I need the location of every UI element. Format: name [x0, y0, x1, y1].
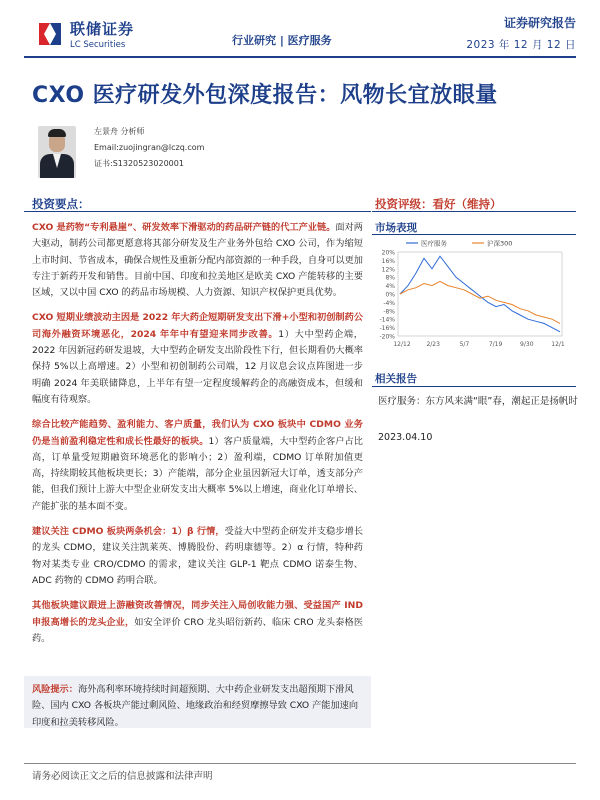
- analyst-cert: 证书:S1320523020001: [94, 159, 184, 168]
- footer-divider: [24, 763, 576, 764]
- logo-mark-icon: [36, 21, 64, 47]
- legend-label: 沪深300: [487, 239, 513, 248]
- related-report-date: 2023.04.10: [378, 432, 433, 443]
- x-tick-label: 9/30: [520, 341, 534, 348]
- market-divider: [372, 234, 576, 235]
- report-title: CXO 医疗研发外包深度报告：风物长宜放眼量: [32, 83, 498, 108]
- x-tick-label: 12/12: [393, 341, 411, 348]
- report-category: 行业研究 | 医疗服务: [232, 34, 332, 47]
- related-divider: [372, 386, 576, 387]
- y-tick-label: 20%: [381, 249, 395, 257]
- related-heading: 相关报告: [375, 373, 417, 385]
- risk-label: 风险提示：: [32, 684, 78, 695]
- y-tick-label: -16%: [379, 325, 395, 333]
- analyst-photo: [38, 126, 76, 178]
- rating-block: [375, 196, 502, 212]
- summary-paragraph: 其他板块建议跟进上游融资改善情况，同步关注入局创收能力强、受益国产 IND 申报高增长的龙头企业，如安全评价 CRO 龙头昭衍新药、临床 CRO 龙头泰格医药。: [32, 600, 364, 644]
- x-tick-label: 2/23: [426, 341, 440, 348]
- y-tick-label: -14%: [379, 316, 395, 324]
- rating-label: 投资评级：: [375, 197, 433, 211]
- analyst-email[interactable]: Email:zuojingran@lczq.com: [94, 143, 205, 152]
- market-chart: [372, 236, 568, 352]
- y-tick-label: 16%: [381, 257, 395, 265]
- y-tick-label: -4%: [383, 299, 395, 307]
- risk-text: 海外高利率环境持续时间超预期、大中药企业研发支出超预期下滑风险、国内 CXO 各板块产能过剩风险、地缘政治和经贸摩擦导致 CXO 产能加速向印度和拉美转移风险。: [32, 684, 359, 728]
- series-line-sector: [400, 256, 560, 332]
- series-line-index: [400, 281, 560, 323]
- x-tick-label: 12/1: [551, 341, 565, 348]
- summary-paragraph: 综合比较产能趋势、盈利能力、客户质量，我们认为 CXO 板块中 CDMO 业务仍是当前盈利稳定性和成长性最好的板块。1）客户质量端，大中型药企客户占比高，订单量受短期融资环境恶化的影响小；2）盈利端，CDMO 订单附加值更高，持续期较其他板块更长；3）产能端，部分企业虽因新冠大订单，透支部分产能，但我们预计上游大中型企业研发支出大概率 5%以上增速，商业化订单增长、产能扩张的基本面不变。: [32, 419, 363, 512]
- rating-value: 看好（维持）: [432, 197, 502, 211]
- summary-divider: [24, 211, 371, 212]
- footer-disclaimer: 请务必阅读正文之后的信息披露和法律声明: [32, 771, 213, 782]
- legend-label: 医疗服务: [421, 239, 447, 248]
- y-tick-label: 8%: [385, 274, 395, 282]
- summary-heading: 投资要点：: [32, 197, 90, 211]
- x-tick-label: 5/7: [459, 341, 470, 348]
- report-date: 2023 年 12 月 12 日: [466, 39, 576, 51]
- page-header: [0, 0, 600, 62]
- analyst-block: [38, 124, 338, 182]
- market-heading: 市场表现: [375, 222, 417, 234]
- y-tick-label: 12%: [381, 266, 395, 274]
- market-chart-svg: [372, 236, 568, 352]
- analyst-name: 左景舟 分析师: [94, 127, 145, 136]
- report-type: 证券研究报告: [503, 16, 576, 30]
- y-tick-label: 0%: [385, 291, 395, 299]
- summary-paragraph: 建议关注 CDMO 板块两条机会：1）β 行情，受益大中型药企研发并支稳步增长的龙头 CDMO，建议关注凯莱英、博腾股份、药明康德等。2）α 行情，特种药物对某类专业 CRO/CDMO 的需求，建议关注 GLP-1 靶点 CDMO 诺泰生物、ADC 药物的 CDMO 药明合联。: [32, 526, 364, 586]
- summary-body: [32, 220, 363, 656]
- y-tick-label: 4%: [385, 283, 395, 291]
- x-tick-label: 7/19: [488, 341, 503, 348]
- chart-plot-frame: [398, 252, 562, 336]
- risk-warning: [24, 676, 371, 728]
- summary-paragraph: CXO 短期业绩波动主因是 2022 年大药企短期研发支出下滑+小型和初创制药公司海外融资环境恶化，2024 年年中有望迎来同步改善。1）大中型药企端，2022 年因新冠药研发退坡，大中型药企研发支出阶段性下行，但长期看仍大概率保持 5%以上高增速。2）小型和初创制药公司端，12 月议息会议点阵图进一步明确 2024 年美联储降息，上半年有望一定程度缓解药企的高融资成本，但缓和幅度有待观察。: [32, 312, 363, 405]
- related-report[interactable]: 医疗服务：东方风来满“眼”春，潮起正是扬帆时: [378, 396, 578, 407]
- header-divider: [24, 56, 576, 58]
- logo-text-cn: 联储证券: [70, 20, 135, 38]
- rating-divider: [372, 211, 576, 212]
- y-tick-label: -20%: [379, 333, 395, 341]
- summary-paragraph: CXO 是药物“专利悬崖”、研发效率下滑驱动的药品研产链的代工产业链。面对两大驱动，制药公司都更愿意将其部分研发及生产业务外包给 CXO 公司，作为缩短上市时间、节省成本，确保合规性及重新分配内部资源的一种手段，自身可以更加专注于新药开发和销售。目前中国、印度和拉美地区是欧美 CXO 产能转移的主要区域，又以中国 CXO 的药品市场规模、人力资源、知识产权保护更具优势。: [32, 222, 363, 299]
- company-logo: [36, 18, 134, 50]
- logo-text-en: LC Securities: [70, 40, 126, 50]
- y-tick-label: -8%: [383, 308, 395, 316]
